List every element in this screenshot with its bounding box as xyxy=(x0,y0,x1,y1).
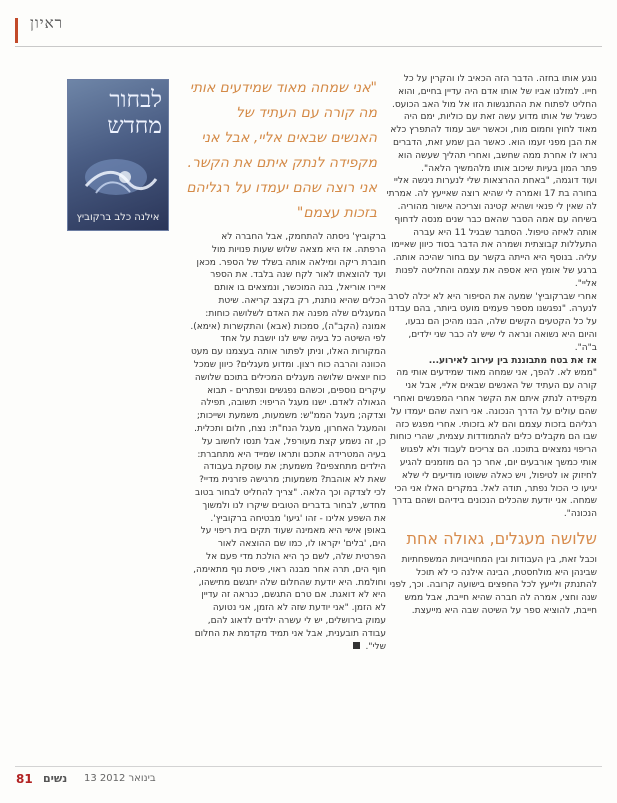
section-heading: שלושה מעגלים, גאולה אחת xyxy=(406,528,597,548)
article-paragraph-text: באופן אישי היא מאמינה שעוד תקים בית ריפוי על הים, 'בלים' יקראו לו, כמו שם ההוצאה לאור הפרטית שלה, לשם כך היא הולכת מדי פעם אל חוף הים, תרה אחר מבנה ראוי, פיסת נוף מתאימה, וחולמת. היא יודעת שהחלום שלה יתגשם מתישהו, היא לא דואגת. אם טרם התגשם, כנראה זה עדיין לא הזמן. "אני יודעת שזה לא הזמן, אני נטועה עמוק בירושלים, יש לי עשרה ילדים לדאוג להם, עבודה תובענית, אבל אני תמיד מקדמת את החלום שלי". xyxy=(193,526,386,652)
book-cover xyxy=(67,79,169,231)
header-divider xyxy=(15,46,602,47)
article-paragraph: נוגע אותו בחזה. הדבר הזה הכאיב לו והקרין על כל חייו. למזלנו אביו של אותו אדם היה עדיין בחיים, והוא החליט לפתוח את ההתנגשות הזו אל מול האב הכועס. כשגיל של אותו מדוע עשה זאת עם כוליות, ימם היה מאוד לחוץ וחמום מוח, וכאשר ישב עמוד להתפרץ כלא את הבן מפני זעמו הוא. כאשר הבן שמע זאת, הדברים נראו לו אחרת ממה שחשב, ואחרי תהליך שעשה הוא פתר המון בעיות שיכוב אותו מלהמשיך הלאה". xyxy=(390,74,597,174)
section-accent-bar xyxy=(15,18,18,43)
pull-quote: "אני שמחה מאוד שמידעים אותי מה קורה עם העתיד של האנשים שבאים אליי, אבל אני מקפידה לנתק איתם את הקשר. אני רוצה שהם יעמדו על רגליהם בזכות עצמם" xyxy=(186,80,377,221)
article-paragraph: אחרי שברקוביץ' שמעה את הסיפור היא לא יכלה לסרב לנערה. "נפגשנו מספר פעמים מועט ביותר, בהם עבדנו על כל הקטעים הקשים שלה, הבנו מהיכן הם נבעו, והיום היא נשואה ונראה לי שיש לה כבר שני ילדים, ב"ה". xyxy=(388,291,597,353)
article-subheading: אז את בטח מתבוננת בין עירוב לאירוע... xyxy=(428,355,597,366)
page-number: 81 xyxy=(16,772,33,786)
flower-art-icon xyxy=(76,155,160,205)
book-title: לבחור מחדש xyxy=(107,87,162,139)
article-column-middle xyxy=(190,231,386,653)
footer-divider xyxy=(15,766,602,767)
magazine-name: נשים xyxy=(43,772,68,785)
article-paragraph: ברקוביץ' ניסתה להתחמק, אבל החברה לא הרפתה. אז היא מצאה שלוש שעות פנויות מול חוברת ריקה ומילאה אותה בשלד של הספר. מכאן ועד להוצאתו לאור לקח שנה בלבד. את הספר איירו אוריאל, בנה המוכשר, ונמצאים בו אותם הכלים שהיא נותנת, רק בקצב קריאה. שיטת המעגלים שלה מפנה את האדם לשלושה כוחות: אמונה (הקב"ה), סמכות (אבא) והתקשרות (אימא). לפי השיטה כל בעיה שיש לנו יושבת על אחד המקורות האלו, וניתן לפתור אותה בעצמנו עם מעט הכוונה והרבה כוח רצון. ומדוע מעגלים? כיוון שמכל כוח יוצאים שלושה מעגלים המכילים בתוכם שלושה עיקרים נוספים, וכשהם נפגשים ונפתרים - תבוא הגאולה לאדם. ישנו מעגל הריפוי: תשובה, תפילה וצדקה; מעגל הממ"ש: משמעות, משמעת ושייכות; והמעגל האחרון, מעגל הנח"ת: נצח, חלום ותכלית. כן, זה נשמע קצת מעורפל, אבל תנסו לחשוב על בעיה המטרידה אתכם ותראו שמייד היא מתחברת: הילדים מתחצפים? משמעת; את עוסקת בעבודה שאת לא אוהבת? משמעות; מרגישה פזרנית מדיי? לכי לצדקה וכך הלאה. "צריך להחליט לבחור בטוב מחדש, לבחור בדברים הטובים שיקרו לנו ולמשוך את השפע אלינו - זהו 'גיעו' מבטיחה ברקוביץ'. xyxy=(190,232,386,524)
book-author: אילנה כלב ברקוביץ xyxy=(76,212,160,223)
article-paragraph: "ממש לא. להפך, אני שמחה מאוד שמידעים אותי מה קורה עם העתיד של האנשים שבאים אליי, אבל אני מקפידה לנתק איתם את הקשר אחרי המפגשים ואחרי שהם עולים על הדרך הנכונה. אני רוצה שהם יעמדו על רגליהם בזכות עצמם והם לא בזכותי. אחרי מפגש כזה שבו הם מקבלים כלים להתמודדות עצמית, שהרי כוחות הריפוי נמצאים בתוכנו. הם צריכים לעבוד ולא לפגוש אותי כמשך אורבעים יום, אחר כך הם מוזמנים להגיע לחיזוק או לטיפול, ויש כאלה ששוטו מודיעים לי שלא יגיעו כי הכול נפתר, תודה לאל. במקרים האלו אני הכי שמחה. אני יודעת שהכלים הנכונים בידיהם ושהם בדרך הנכונה". xyxy=(390,368,597,520)
end-mark-icon xyxy=(353,642,360,649)
issue-date: 13 בינואר 2012 xyxy=(84,773,156,784)
article-paragraph xyxy=(190,525,386,653)
article-paragraph: וכבל זאת, בין העבודות ובין המחוייבויות המשפחתיות שבינהן היא מולחסטת, הבינה אילנה כי לא תוכל להתנתק ולייעץ לכל החפצים בישועה קרובה. וכך, לפני שנה וחצי, אמרה לה חברה שהיא חייבת, אבל ממש חייבת, להוציא ספר על השיטה שבה היא מייעצת. xyxy=(389,554,597,617)
article-paragraph: ועוד דוגמה, "באחת ההרצאות שלי לנערות ניגשה אליי בחורה בת 17 ואמרה לי שהיא רוצה שאייעץ לה. אמרתי לה שאין לי פנאי ושהיא קטינה וצריכה אישור מהוריה. בשיחה עם אמה הסבר שהאם כבר שנים מנסה לדחוף אותה לאיזה טיפול. הסתבר שבגיל 11 היא עברה התעללות קבוצתית ושמרה את הדבר בסוד כיוון שאיימו עליה. בנוסף היא הייתה בקשר עם בחור שהיכה אותה. ברגע של אומץ היא אספה את עצמה והחליטה לפנות אליי". xyxy=(386,176,597,289)
section-title: ראיון xyxy=(30,14,63,32)
article-column-right xyxy=(386,73,597,618)
